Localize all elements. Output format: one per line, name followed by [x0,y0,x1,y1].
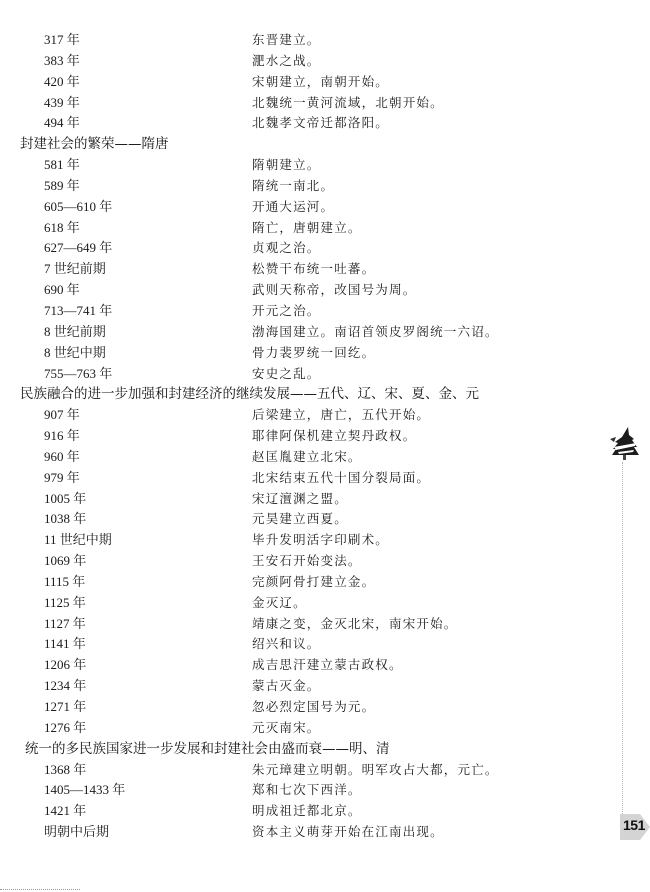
entry-event: 忽必烈定国号为元。 [252,699,376,714]
entry-date: 1206 年 [44,657,87,673]
entry-event: 金灭辽。 [252,594,307,610]
entry-event: 隋亡，唐朝建立。 [252,219,362,235]
section-ming-qing [0,739,560,843]
entry-event: 耶律阿保机建立契丹政权。 [252,428,417,444]
entry-event: 成吉思汗建立蒙古政权。 [252,657,403,673]
entry-event: 北魏孝文帝迁都洛阳。 [252,115,390,131]
entry-date: 605—610 年 [44,198,113,214]
timeline-entry [0,614,560,635]
entry-date: 979 年 [44,469,80,485]
entry-event: 贞观之治。 [252,240,321,256]
entry-event: 郑和七次下西洋。 [252,782,362,798]
entry-event: 松赞干布统一吐蕃。 [252,261,376,277]
entry-event: 隋统一南北。 [252,177,335,193]
entry-date: 1127 年 [44,615,86,631]
entry-date: 1069 年 [44,553,87,569]
entry-date: 1038 年 [44,511,87,527]
entry-event: 北魏统一黄河流域，北朝开始。 [252,94,444,110]
entry-event: 明成祖迁都北京。 [252,803,362,819]
chronology-table [0,30,560,843]
timeline-entry [0,822,560,843]
timeline-entry [0,572,560,593]
timeline-entry [0,780,560,801]
entry-date: 1405—1433 年 [44,782,126,798]
entry-date: 439 年 [44,94,80,110]
bottom-dotted-rule [0,889,80,890]
timeline-entry [0,93,560,114]
entry-event: 安史之乱。 [252,365,321,381]
entry-date: 960 年 [44,448,80,464]
pine-tree-ornament-icon [608,425,642,461]
timeline-entry [0,530,560,551]
timeline-entry [0,676,560,697]
entry-date: 1368 年 [44,761,87,777]
timeline-entry [0,551,560,572]
timeline-entry [0,72,560,93]
entry-event: 东晋建立。 [252,32,321,47]
timeline-entry [0,405,560,426]
timeline-entry [0,697,560,718]
timeline-entry [0,113,560,134]
entry-event: 开通大运河。 [252,198,335,214]
timeline-entry [0,468,560,489]
timeline-entry [0,509,560,530]
timeline-entry [0,343,560,364]
entry-event: 毕升发明活字印刷术。 [252,532,390,548]
timeline-entry [0,155,560,176]
entry-date: 1234 年 [44,678,87,694]
entry-date: 1276 年 [44,719,87,735]
timeline-entry [0,364,560,385]
entry-date: 420 年 [44,73,80,89]
entry-date: 1271 年 [44,699,87,714]
entry-event: 靖康之变，金灭北宋，南宋开始。 [252,615,458,631]
margin-dotted-line [622,462,623,820]
entry-event: 王安石开始变法。 [252,553,362,569]
entry-date: 11 世纪中期 [44,532,112,548]
entry-date: 317 年 [44,32,80,47]
entry-date: 8 世纪前期 [44,323,106,339]
timeline-entry [0,176,560,197]
entry-event: 赵匡胤建立北宋。 [252,448,362,464]
entry-date: 494 年 [44,115,80,131]
entry-date: 755—763 年 [44,365,113,381]
entry-date: 1141 年 [44,636,86,652]
timeline-entry [0,655,560,676]
entry-date: 8 世纪中期 [44,344,106,360]
entry-date: 383 年 [44,52,80,68]
section-heading: 民族融合的进一步加强和封建经济的继续发展——五代、辽、宋、夏、金、元 [20,386,479,403]
timeline-entry [0,301,560,322]
timeline-entry [0,634,560,655]
timeline-entry [0,259,560,280]
entry-event: 朱元璋建立明朝。明军攻占大都，元亡。 [252,761,499,777]
entry-date: 1421 年 [44,803,87,819]
entry-event: 隋朝建立。 [252,157,321,173]
entry-event: 骨力裴罗统一回纥。 [252,344,376,360]
entry-date: 907 年 [44,407,80,423]
entry-event: 元灭南宋。 [252,719,321,735]
timeline-entry [0,51,560,72]
entry-event: 宋辽澶渊之盟。 [252,490,348,506]
entry-event: 资本主义萌芽开始在江南出现。 [252,824,444,840]
timeline-entry [0,801,560,822]
timeline-entry [0,280,560,301]
timeline-entry [0,322,560,343]
timeline-entry [0,218,560,239]
entry-date: 627—649 年 [44,240,113,256]
entry-event: 渤海国建立。南诏首领皮罗阁统一六诏。 [252,323,499,339]
timeline-entry [0,30,560,51]
timeline-entry [0,593,560,614]
entry-date: 916 年 [44,428,80,444]
timeline-entry [0,489,560,510]
entry-date: 690 年 [44,282,80,298]
timeline-entry [0,447,560,468]
entry-event: 淝水之战。 [252,52,321,68]
section-heading: 封建社会的繁荣——隋唐 [20,136,169,153]
page-number: 151 [623,817,645,833]
entry-event: 武则天称帝，改国号为周。 [252,282,417,298]
timeline-entry [0,197,560,218]
entry-date: 618 年 [44,219,80,235]
timeline-entry [0,760,560,781]
entry-date: 589 年 [44,177,80,193]
entry-date: 581 年 [44,157,80,173]
section-sui-tang [0,134,560,384]
entry-event: 北宋结束五代十国分裂局面。 [252,469,431,485]
entry-date: 7 世纪前期 [44,261,106,277]
timeline-entry [0,426,560,447]
entry-date: 1115 年 [44,573,86,589]
entry-event: 完颜阿骨打建立金。 [252,573,376,589]
section-southern-northern-dynasties [0,30,560,134]
timeline-entry [0,238,560,259]
timeline-entry [0,718,560,739]
entry-date: 1125 年 [44,594,86,610]
entry-event: 宋朝建立，南朝开始。 [252,73,390,89]
entry-date: 1005 年 [44,490,87,506]
entry-date: 713—741 年 [44,302,113,318]
section-five-dynasties-to-yuan [0,384,560,738]
entry-event: 蒙古灭金。 [252,678,321,694]
entry-date: 明朝中后期 [44,824,110,840]
entry-event: 后梁建立，唐亡，五代开始。 [252,407,431,423]
entry-event: 开元之治。 [252,302,321,318]
section-heading: 统一的多民族国家进一步发展和封建社会由盛而衰——明、清 [25,740,390,757]
entry-event: 绍兴和议。 [252,636,321,652]
entry-event: 元昊建立西夏。 [252,511,348,527]
